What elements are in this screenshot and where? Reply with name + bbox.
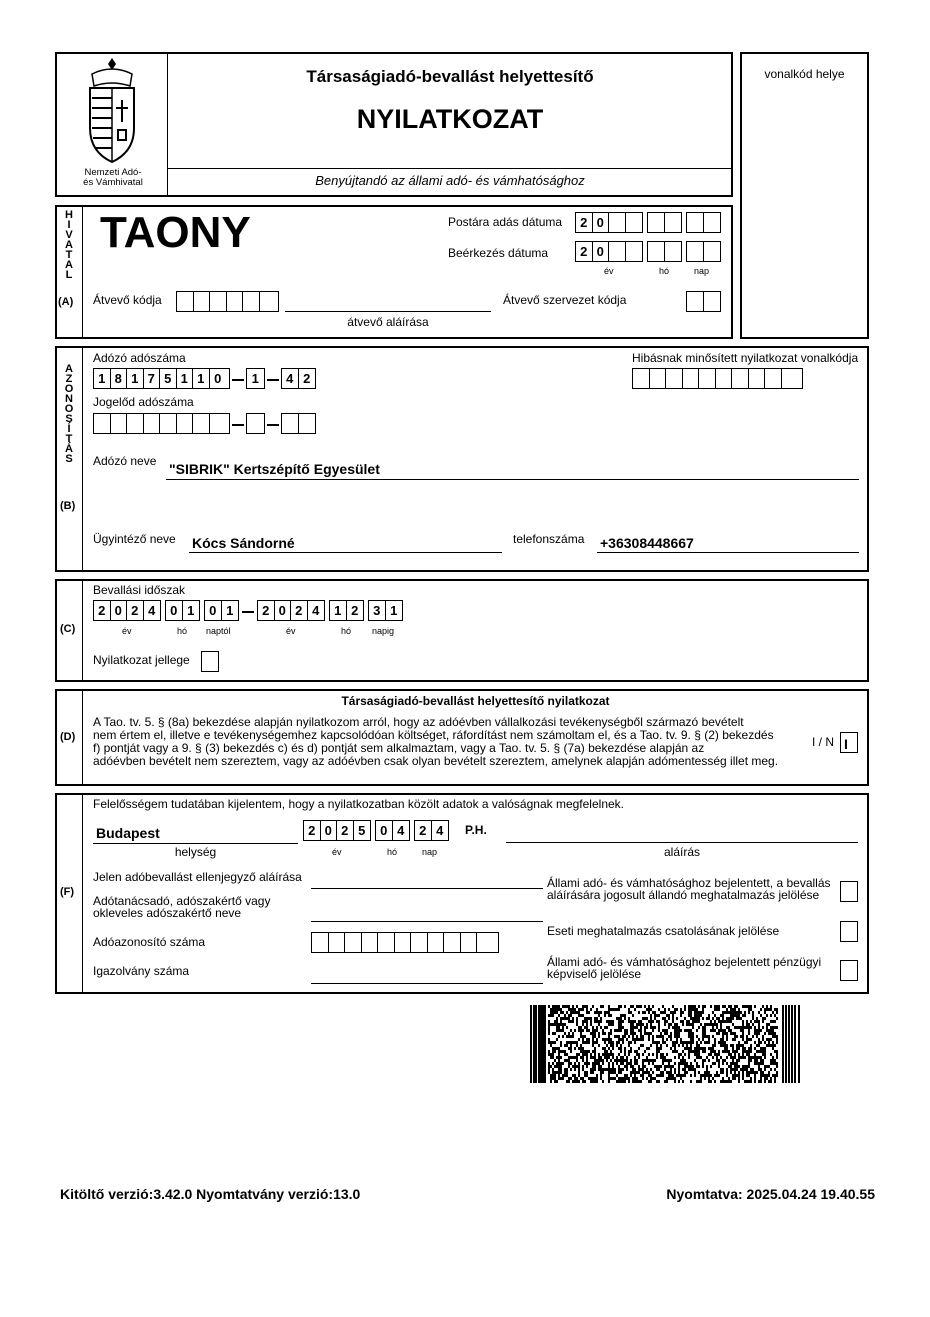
sign-date-month[interactable]: 0 4 [375, 820, 410, 841]
nature-checkbox[interactable] [201, 651, 219, 672]
agency-name-1: Nemzeti Adó- [84, 167, 142, 178]
received-date-month[interactable] [647, 241, 682, 262]
label-to-ho: hó [341, 626, 352, 636]
stamp-label: P.H. [465, 823, 487, 837]
successor-label: Jogelőd adószáma [93, 395, 194, 409]
footer-version: Kitöltő verzió:3.42.0 Nyomtatvány verzió:13.0 [60, 1186, 361, 1202]
statement-line-1: A Tao. tv. 5. § (8a) bekezdése alapján nyilatkozom arról, hogy az adóévben vállalkozási tevékenységből származó bevételt [93, 715, 744, 729]
coat-of-arms-icon [84, 56, 140, 166]
successor-taxno-vat[interactable] [246, 413, 265, 434]
form-subtitle: Benyújtandó az állami adó- és vámhatósághoz [315, 173, 585, 188]
advisor-label-1: Adótanácsadó, adószakértő vagy [93, 894, 271, 908]
barcode-image [530, 1005, 802, 1083]
yes-no-label: I / N [812, 735, 835, 749]
taxno-vat[interactable]: 1 [246, 368, 265, 389]
section-f-letter: (F) [60, 886, 75, 898]
permanent-auth-label-1: Állami adó- és vámhatósághoz bejelentett, a bevallás [547, 876, 831, 890]
period-from-month[interactable]: 0 1 [165, 600, 200, 621]
taxpayer-name-label: Adózó neve [93, 454, 157, 468]
label-ev: év [604, 266, 614, 276]
section-b-tag: A Z O N O S Í T Á S [64, 363, 74, 465]
label-ho: hó [659, 266, 670, 276]
permanent-auth-label-2: aláírására jogosult állandó meghatalmazás jelölése [547, 888, 820, 902]
phone-label: telefonszáma [513, 532, 585, 546]
taxpayer-name[interactable]: "SIBRIK" Kertszépítő Egyesület [169, 461, 380, 477]
statement-line-4: adóévben bevételt nem szereztem, vagy az adóévben csak olyan bevételt szereztem, amelynek alapján adómentesség illet meg. [93, 754, 779, 768]
advisor-label-2: okleveles adószakértő neve [93, 906, 242, 920]
place-value[interactable]: Budapest [96, 825, 160, 841]
label-sign-ev: év [332, 847, 342, 857]
label-sign-nap: nap [422, 847, 438, 857]
advisor-taxid[interactable] [311, 932, 499, 953]
postal-date-label: Postára adás dátuma [448, 215, 563, 229]
taxid-label: Adóazonosító száma [93, 935, 206, 949]
period-to-year[interactable]: 2 0 2 4 [257, 600, 325, 621]
period-label: Bevallási időszak [93, 583, 186, 597]
received-date-day[interactable] [686, 241, 721, 262]
taxno-county[interactable]: 4 2 [281, 368, 316, 389]
receiver-org-code[interactable] [686, 291, 721, 312]
statement-line-3: f) pontját vagy a 9. § (3) bekezdés c) és d) pontját sem alkalmaztam, vagy a Tao. tv. 5. § (7a) bekezdése alapján az [93, 741, 705, 755]
receiver-code[interactable] [176, 291, 279, 312]
section-a-letter: (A) [58, 296, 74, 308]
nature-label: Nyilatkozat jellege [93, 653, 190, 667]
sign-date-day[interactable]: 2 4 [414, 820, 449, 841]
statement-line-2: nem értem el, illetve e tevékenységemhez kapcsolódóan költséget, ráfordítást nem számoltam el, és a Tao. tv. 9. § (2) bekezdés [93, 728, 774, 742]
period-from-day[interactable]: 0 1 [204, 600, 239, 621]
label-from-ho: hó [177, 626, 188, 636]
receiver-signature-label: átvevő aláírása [347, 315, 429, 329]
received-date-year[interactable]: 2 0 [575, 241, 643, 262]
section-d-letter: (D) [60, 731, 76, 743]
receiver-org-label: Átvevő szervezet kódja [503, 293, 627, 307]
barcode-place-label: vonalkód helye [764, 67, 845, 81]
postal-date-day[interactable] [686, 212, 721, 233]
phone-number[interactable]: +36308448667 [600, 535, 694, 551]
sign-date-year[interactable]: 2 0 2 5 [303, 820, 371, 841]
label-naptol: naptól [206, 626, 231, 636]
received-date-label: Beérkezés dátuma [448, 246, 549, 260]
agency-name-2: és Vámhivatal [83, 177, 143, 188]
financial-rep-checkbox[interactable] [840, 960, 858, 981]
signature-label: aláírás [663, 845, 701, 859]
section-d-title: Társaságiadó-bevallást helyettesítő nyilatkozat [341, 694, 610, 708]
barcode-place-frame [740, 52, 869, 339]
financial-rep-label-1: Állami adó- és vámhatósághoz bejelentett pénzügyi [547, 955, 822, 969]
label-sign-ho: hó [387, 847, 398, 857]
permanent-auth-checkbox[interactable] [840, 881, 858, 902]
occasional-auth-checkbox[interactable] [840, 921, 858, 942]
countersign-label: Jelen adóbevallást ellenjegyző aláírása [93, 870, 302, 884]
occasional-auth-label: Eseti meghatalmazás csatolásának jelölése [547, 924, 780, 938]
form-code: TAONY [100, 208, 251, 257]
section-a-tag: H I V A T A L [65, 209, 73, 281]
faulty-barcode[interactable] [632, 368, 803, 389]
taxno-label: Adózó adószáma [93, 351, 186, 365]
period-to-day[interactable]: 3 1 [368, 600, 403, 621]
section-b-letter: (B) [60, 500, 76, 512]
declaration-text: Felelősségem tudatában kijelentem, hogy a nyilatkozatban közölt adatok a valóságnak megfelelnek. [93, 797, 624, 811]
successor-taxno-county[interactable] [281, 413, 316, 434]
label-nap: nap [694, 266, 710, 276]
postal-date-year[interactable]: 2 0 [575, 212, 643, 233]
postal-date-month[interactable] [647, 212, 682, 233]
form-title-1: Társaságiadó-bevallást helyettesítő [306, 67, 594, 86]
faulty-barcode-label: Hibásnak minősített nyilatkozat vonalkódja [632, 351, 859, 365]
period-to-month[interactable]: 1 2 [329, 600, 364, 621]
place-label: helység [174, 845, 217, 859]
certificate-label: Igazolvány száma [93, 964, 190, 978]
administrator-label: Ügyintéző neve [93, 532, 176, 546]
section-c-letter: (C) [60, 623, 76, 635]
administrator-name[interactable]: Kócs Sándorné [192, 535, 295, 551]
receiver-code-label: Átvevő kódja [93, 293, 162, 307]
taxno-main[interactable]: 1 8 1 7 5 1 1 0 [93, 368, 230, 389]
successor-taxno-main[interactable] [93, 413, 230, 434]
label-napig: napig [372, 626, 395, 636]
label-to-ev: év [286, 626, 296, 636]
form-title-2: NYILATKOZAT [356, 104, 544, 134]
footer-printed: Nyomtatva: 2025.04.24 19.40.55 [666, 1186, 875, 1202]
label-from-ev: év [122, 626, 132, 636]
yes-no-checkbox[interactable]: I [840, 732, 858, 753]
period-from-year[interactable]: 2 0 2 4 [93, 600, 161, 621]
financial-rep-label-2: képviselő jelölése [547, 967, 642, 981]
